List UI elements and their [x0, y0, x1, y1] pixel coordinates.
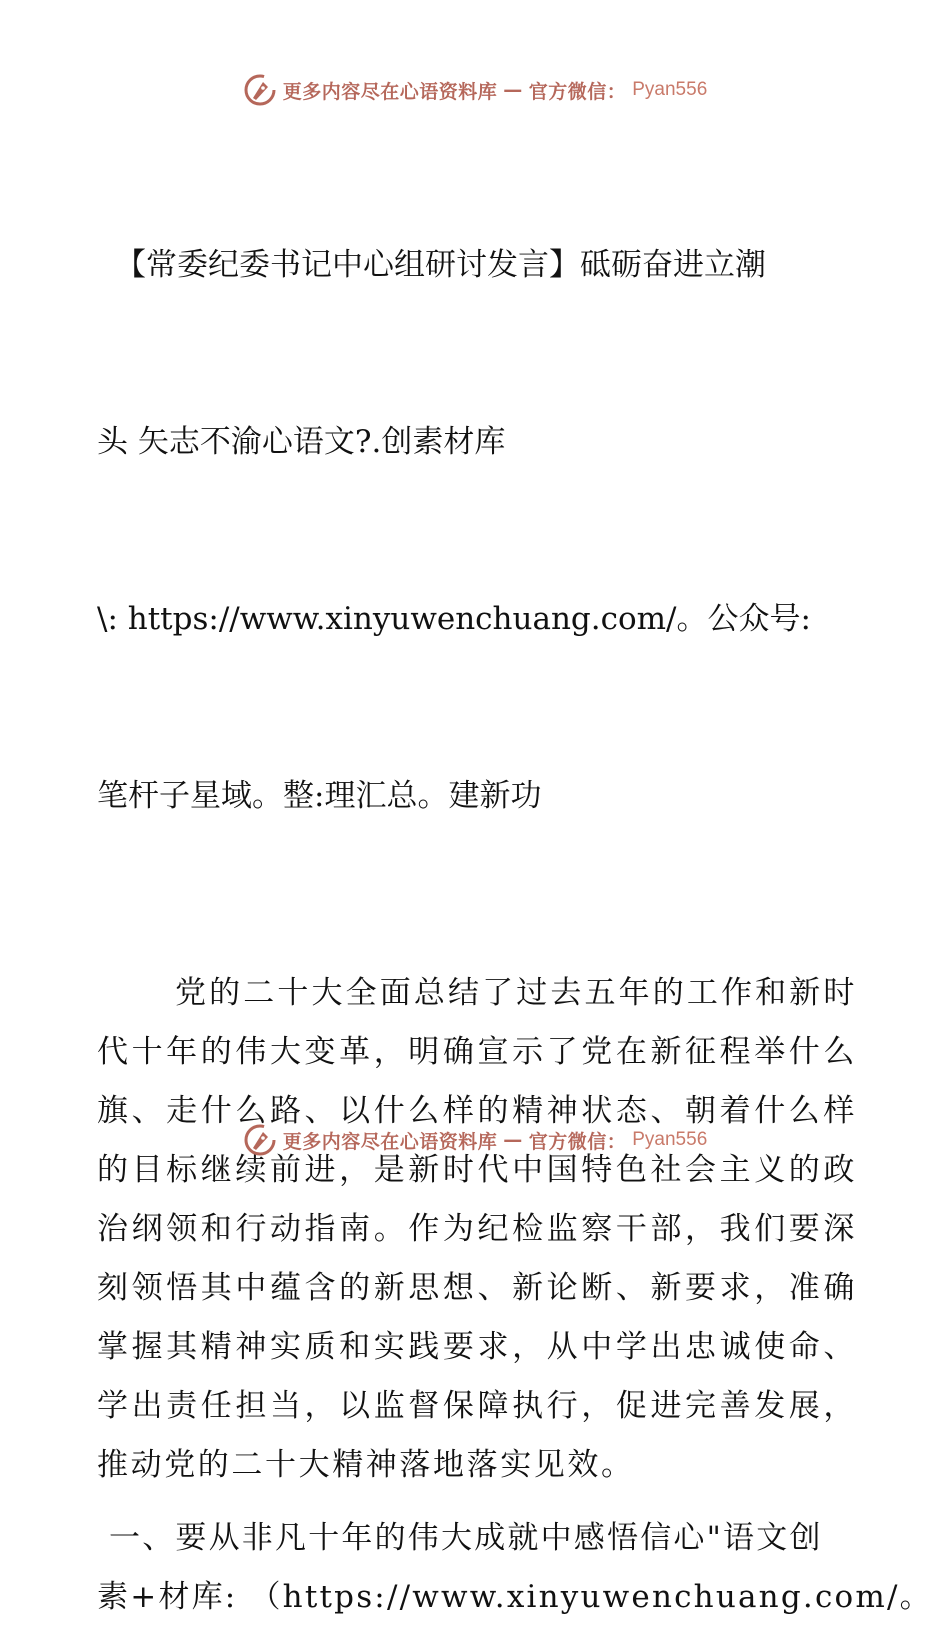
pen-nib-logo-icon: [243, 1123, 277, 1157]
section-heading-1: [97, 1509, 933, 1627]
watermark-dash: —: [503, 1129, 523, 1151]
watermark-id: Pyan556: [632, 79, 708, 100]
watermark-text: 更多内容尽在心语资料库: [282, 1130, 498, 1153]
watermark-dash: —: [503, 79, 523, 101]
header-line-4: 笔杆子星域。整:理汇总。建新功: [97, 778, 542, 814]
header-line-2: 头 矢志不渝心语文?.创素材库: [97, 424, 506, 460]
watermark-id: Pyan556: [632, 1129, 708, 1150]
watermark-suffix: 官方微信：: [528, 80, 627, 103]
pen-nib-logo-icon: [243, 73, 277, 107]
document-content: [97, 118, 933, 1627]
header-line-1: 【常委纪委书记中心组研讨发言】砥砺奋进立潮: [115, 247, 766, 283]
document-header: [97, 118, 857, 944]
watermark-suffix: 官方微信：: [528, 1130, 627, 1153]
section-heading-line-1: 一、要从非凡十年的伟大成就中感悟信心"语文创: [109, 1520, 823, 1556]
section-heading-line-2: 素+材库: （https://www.xinyuwenchuang.com/。: [97, 1579, 933, 1615]
watermark-text: 更多内容尽在心语资料库: [282, 80, 498, 103]
watermark-footer: [0, 1120, 950, 1160]
watermark-header: [0, 70, 950, 110]
body-paragraph-1: 党的二十大全面总结了过去五年的工作和新时代十年的伟大变革，明确宣示了党在新征程举什么旗、走什么路、以什么样的精神状态、朝着什么样的目标继续前进，是新时代中国特色社会主义的政治纲领和行动指南。作为纪检监察干部，我们要深刻领悟其中蕴含的新思想、新论断、新要求，准确掌握其精神实质和实践要求，从中学出忠诚使命、学出责任担当，以监督保障执行，促进完善发展，推动党的二十大精神落地落实见效。: [97, 975, 857, 1483]
header-line-3: \: https://www.xinyuwenchuang.com/。公众号:: [97, 601, 811, 637]
